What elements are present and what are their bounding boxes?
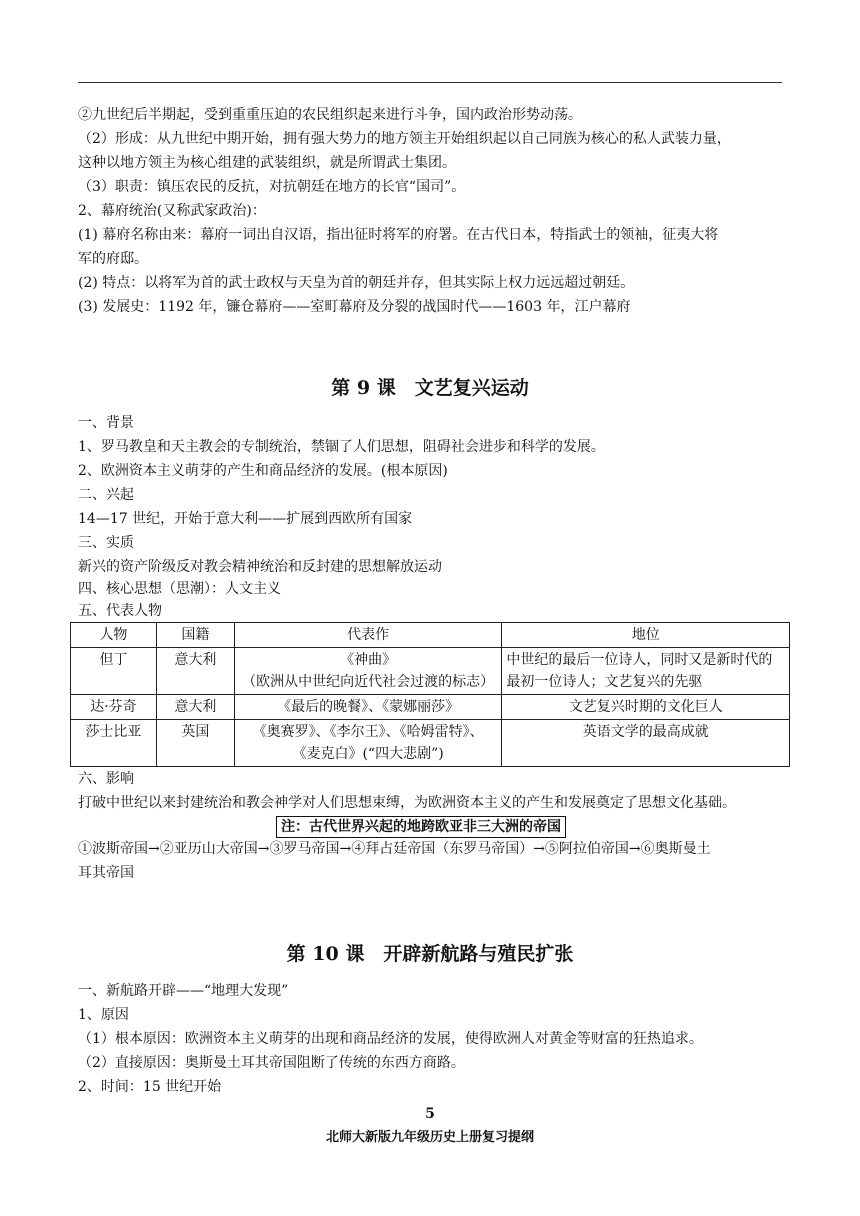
text-line: （2）形成：从九世纪中期开始，拥有强大势力的地方领主开始组织起以自己同族为核心的私人武装力量，: [78, 131, 731, 147]
text-line: 五、代表人物: [78, 603, 162, 619]
text-line: 2、时间：15 世纪开始: [78, 1079, 222, 1095]
column-header: 代表作: [234, 623, 502, 648]
status-cell: 英语文学的最高成就: [502, 720, 790, 767]
text-line: （1）根本原因：欧洲资本主义萌芽的出现和商品经济的发展，使得欧洲人对黄金等财富的狂热追求。: [78, 1031, 703, 1047]
header-rule: [78, 82, 782, 83]
text-line: 三、实质: [78, 535, 134, 551]
footer-title: 北师大新版九年级历史上册复习提纲: [325, 1130, 534, 1145]
text-line: 2、幕府统治(又称武家政治)：: [78, 203, 266, 219]
empires-line: 耳其帝国: [78, 865, 134, 881]
text-line: (3) 发展史：1192 年，镰仓幕府——室町幕府及分裂的战国时代——1603 年，江户幕府: [78, 299, 631, 315]
note-box: 注：古代世界兴起的地跨欧亚非三大洲的帝国: [276, 816, 566, 838]
column-header: 地位: [502, 623, 790, 648]
person-cell: 达·芬奇: [71, 695, 157, 720]
table-row: [71, 695, 790, 720]
empires-line: ①波斯帝国→②亚历山大帝国→③罗马帝国→④拜占廷帝国（东罗马帝国）→⑤阿拉伯帝国→⑥奥斯曼土: [78, 841, 711, 857]
lesson-9-title: 第 9 课 文艺复兴运动: [331, 377, 529, 399]
text-line: 2、欧洲资本主义萌芽的产生和商品经济的发展。(根本原因): [78, 463, 448, 479]
works-cell: [234, 648, 502, 695]
works-line: （欧洲从中世纪向近代社会过渡的标志）: [242, 674, 495, 690]
text-line: (1) 幕府名称由来：幕府一词出自汉语，指出征时将军的府署。在古代日本，特指武士的领袖，征夷大将: [78, 227, 719, 243]
works-line: 《麦克白》(“四大悲剧”): [292, 746, 444, 762]
column-header: 人物: [71, 623, 157, 648]
person-cell: 但丁: [71, 648, 157, 695]
text-line: 军的府邸。: [78, 251, 148, 267]
table-row: [71, 720, 790, 767]
text-line: 1、原因: [78, 1007, 129, 1023]
works-line: 《奥赛罗》、《李尔王》、《哈姆雷特》、: [252, 724, 484, 740]
table-row: [71, 648, 790, 695]
text-line: （3）职责：镇压农民的反抗，对抗朝廷在地方的长官“国司”。: [78, 179, 466, 195]
text-line: 新兴的资产阶级反对教会精神统治和反封建的思想解放运动: [78, 559, 442, 575]
person-cell: 莎士比亚: [71, 720, 157, 767]
text-line: 二、兴起: [78, 487, 134, 503]
country-cell: 意大利: [156, 695, 234, 720]
table-header-row: [71, 623, 790, 648]
works-cell: 《最后的晚餐》、《蒙娜丽莎》: [234, 695, 502, 720]
text-line: ②九世纪后半期起，受到重重压迫的农民组织起来进行斗争，国内政治形势动荡。: [78, 107, 582, 123]
status-cell: 文艺复兴时期的文化巨人: [502, 695, 790, 720]
page-number: 5: [425, 1106, 435, 1122]
column-header: 国籍: [156, 623, 234, 648]
text-line: 1、罗马教皇和天主教会的专制统治，禁锢了人们思想，阻碍社会进步和科学的发展。: [78, 439, 605, 455]
representative-figures-table: [70, 622, 790, 767]
works-cell: [234, 720, 502, 767]
works-line: 《神曲》: [340, 652, 397, 668]
impact-heading: 六、影响: [78, 771, 134, 787]
text-line: 这种以地方领主为核心组建的武装组织，就是所谓武士集团。: [78, 155, 456, 171]
text-line: 一、背景: [78, 415, 134, 431]
text-line: 四、核心思想（思潮）：人文主义: [78, 581, 281, 597]
text-line: 14—17 世纪，开始于意大利——扩展到西欧所有国家: [78, 511, 413, 527]
country-cell: 意大利: [156, 648, 234, 695]
status-cell: 中世纪的最后一位诗人，同时又是新时代的最初一位诗人；文艺复兴的先驱: [502, 648, 790, 695]
lesson-10-title: 第 10 课 开辟新航路与殖民扩张: [286, 943, 574, 965]
text-line: （2）直接原因：奥斯曼土耳其帝国阻断了传统的东西方商路。: [78, 1055, 465, 1071]
impact-text: 打破中世纪以来封建统治和教会神学对人们思想束缚，为欧洲资本主义的产生和发展奠定了思想文化基础。: [78, 795, 736, 811]
text-line: (2) 特点：以将军为首的武士政权与天皇为首的朝廷并存，但其实际上权力远远超过朝廷。: [78, 275, 635, 291]
text-line: 一、新航路开辟——“地理大发现”: [78, 983, 289, 999]
country-cell: 英国: [156, 720, 234, 767]
